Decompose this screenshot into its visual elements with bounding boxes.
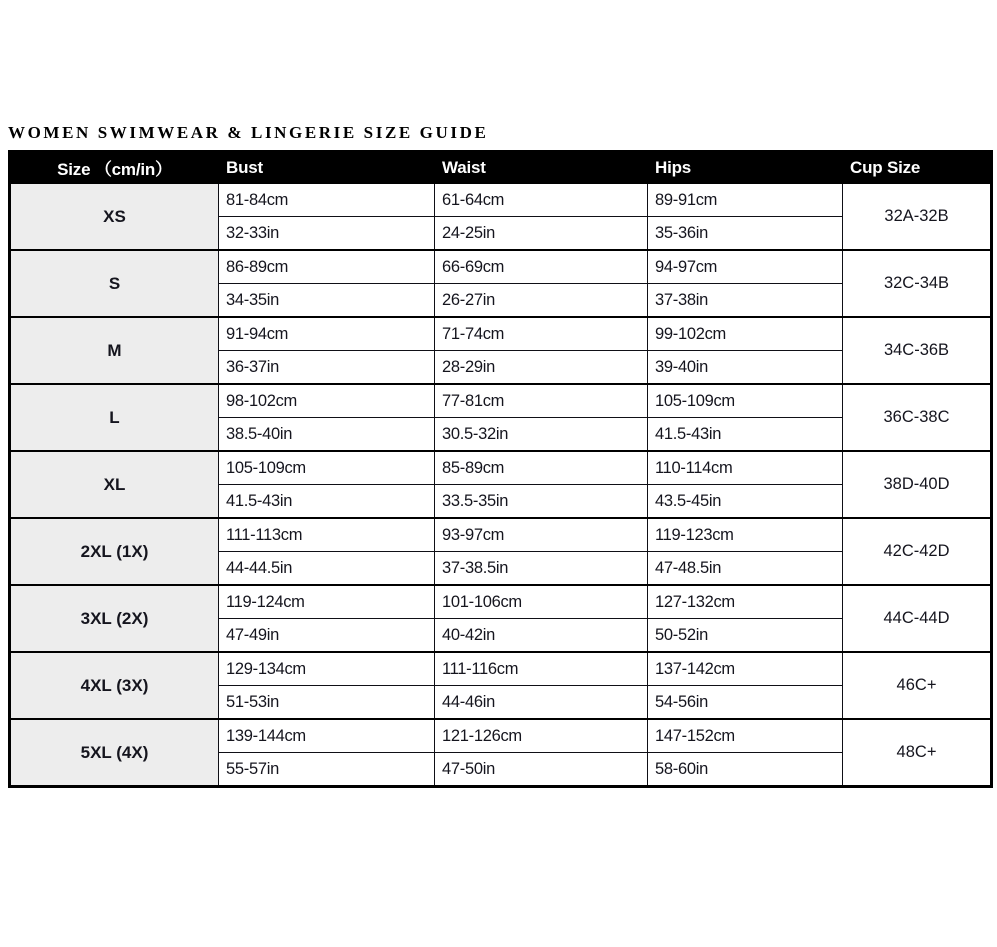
header-size: Size （cm/in） xyxy=(10,152,219,184)
size-cell-l: L xyxy=(10,384,219,451)
hips-in-cell-3xl-2x: 50-52in xyxy=(648,619,843,653)
bust-cm-cell-xl: 105-109cm xyxy=(219,451,435,485)
waist-in-cell-xs: 24-25in xyxy=(435,217,648,251)
hips-in-cell-xl: 43.5-45in xyxy=(648,485,843,519)
waist-in-cell-3xl-2x: 40-42in xyxy=(435,619,648,653)
cup-cell-4xl-3x: 46C+ xyxy=(843,652,992,719)
hips-cm-cell-xl: 110-114cm xyxy=(648,451,843,485)
hips-cm-cell-m: 99-102cm xyxy=(648,317,843,351)
bust-cm-cell-5xl-4x: 139-144cm xyxy=(219,719,435,753)
cup-cell-m: 34C-36B xyxy=(843,317,992,384)
size-cell-s: S xyxy=(10,250,219,317)
hips-cm-cell-2xl-1x: 119-123cm xyxy=(648,518,843,552)
size-cell-2xl-1x: 2XL (1X) xyxy=(10,518,219,585)
waist-cm-cell-5xl-4x: 121-126cm xyxy=(435,719,648,753)
size-row-4xl-3x-cm xyxy=(10,652,992,686)
hips-cm-cell-4xl-3x: 137-142cm xyxy=(648,652,843,686)
cup-cell-s: 32C-34B xyxy=(843,250,992,317)
size-guide-table xyxy=(8,150,993,788)
waist-in-cell-m: 28-29in xyxy=(435,351,648,385)
hips-cm-cell-xs: 89-91cm xyxy=(648,183,843,217)
hips-in-cell-m: 39-40in xyxy=(648,351,843,385)
page-title: WOMEN SWIMWEAR & LINGERIE SIZE GUIDE xyxy=(8,123,489,142)
hips-cm-cell-s: 94-97cm xyxy=(648,250,843,284)
cup-cell-2xl-1x: 42C-42D xyxy=(843,518,992,585)
bust-in-cell-3xl-2x: 47-49in xyxy=(219,619,435,653)
waist-in-cell-l: 30.5-32in xyxy=(435,418,648,452)
hips-in-cell-4xl-3x: 54-56in xyxy=(648,686,843,720)
hips-in-cell-xs: 35-36in xyxy=(648,217,843,251)
header-waist: Waist xyxy=(435,152,648,184)
size-cell-m: M xyxy=(10,317,219,384)
bust-in-cell-4xl-3x: 51-53in xyxy=(219,686,435,720)
bust-cm-cell-l: 98-102cm xyxy=(219,384,435,418)
header-row xyxy=(10,152,992,184)
hips-cm-cell-3xl-2x: 127-132cm xyxy=(648,585,843,619)
size-row-xl-cm xyxy=(10,451,992,485)
waist-cm-cell-2xl-1x: 93-97cm xyxy=(435,518,648,552)
waist-in-cell-4xl-3x: 44-46in xyxy=(435,686,648,720)
hips-cm-cell-l: 105-109cm xyxy=(648,384,843,418)
hips-in-cell-l: 41.5-43in xyxy=(648,418,843,452)
size-cell-4xl-3x: 4XL (3X) xyxy=(10,652,219,719)
size-row-l-cm xyxy=(10,384,992,418)
waist-cm-cell-s: 66-69cm xyxy=(435,250,648,284)
waist-in-cell-s: 26-27in xyxy=(435,284,648,318)
size-cell-xl: XL xyxy=(10,451,219,518)
size-guide-header xyxy=(10,152,992,184)
size-cell-3xl-2x: 3XL (2X) xyxy=(10,585,219,652)
hips-in-cell-2xl-1x: 47-48.5in xyxy=(648,552,843,586)
cup-cell-xl: 38D-40D xyxy=(843,451,992,518)
waist-in-cell-5xl-4x: 47-50in xyxy=(435,753,648,787)
cup-cell-3xl-2x: 44C-44D xyxy=(843,585,992,652)
waist-cm-cell-xl: 85-89cm xyxy=(435,451,648,485)
waist-cm-cell-4xl-3x: 111-116cm xyxy=(435,652,648,686)
size-cell-xs: XS xyxy=(10,183,219,250)
waist-in-cell-xl: 33.5-35in xyxy=(435,485,648,519)
cup-cell-l: 36C-38C xyxy=(843,384,992,451)
bust-in-cell-m: 36-37in xyxy=(219,351,435,385)
bust-in-cell-xl: 41.5-43in xyxy=(219,485,435,519)
cup-cell-5xl-4x: 48C+ xyxy=(843,719,992,787)
hips-in-cell-s: 37-38in xyxy=(648,284,843,318)
size-row-xs-cm xyxy=(10,183,992,217)
header-hips: Hips xyxy=(648,152,843,184)
bust-in-cell-s: 34-35in xyxy=(219,284,435,318)
bust-cm-cell-s: 86-89cm xyxy=(219,250,435,284)
size-table-body xyxy=(10,183,992,787)
bust-cm-cell-4xl-3x: 129-134cm xyxy=(219,652,435,686)
size-row-3xl-2x-cm xyxy=(10,585,992,619)
header-cup: Cup Size xyxy=(843,152,992,184)
size-cell-5xl-4x: 5XL (4X) xyxy=(10,719,219,787)
size-row-s-cm xyxy=(10,250,992,284)
waist-in-cell-2xl-1x: 37-38.5in xyxy=(435,552,648,586)
size-row-m-cm xyxy=(10,317,992,351)
bust-in-cell-2xl-1x: 44-44.5in xyxy=(219,552,435,586)
bust-cm-cell-2xl-1x: 111-113cm xyxy=(219,518,435,552)
waist-cm-cell-l: 77-81cm xyxy=(435,384,648,418)
size-row-5xl-4x-cm xyxy=(10,719,992,753)
cup-cell-xs: 32A-32B xyxy=(843,183,992,250)
waist-cm-cell-m: 71-74cm xyxy=(435,317,648,351)
waist-cm-cell-xs: 61-64cm xyxy=(435,183,648,217)
bust-cm-cell-3xl-2x: 119-124cm xyxy=(219,585,435,619)
header-bust: Bust xyxy=(219,152,435,184)
bust-cm-cell-m: 91-94cm xyxy=(219,317,435,351)
hips-cm-cell-5xl-4x: 147-152cm xyxy=(648,719,843,753)
bust-in-cell-xs: 32-33in xyxy=(219,217,435,251)
bust-in-cell-l: 38.5-40in xyxy=(219,418,435,452)
bust-cm-cell-xs: 81-84cm xyxy=(219,183,435,217)
waist-cm-cell-3xl-2x: 101-106cm xyxy=(435,585,648,619)
hips-in-cell-5xl-4x: 58-60in xyxy=(648,753,843,787)
size-row-2xl-1x-cm xyxy=(10,518,992,552)
bust-in-cell-5xl-4x: 55-57in xyxy=(219,753,435,787)
